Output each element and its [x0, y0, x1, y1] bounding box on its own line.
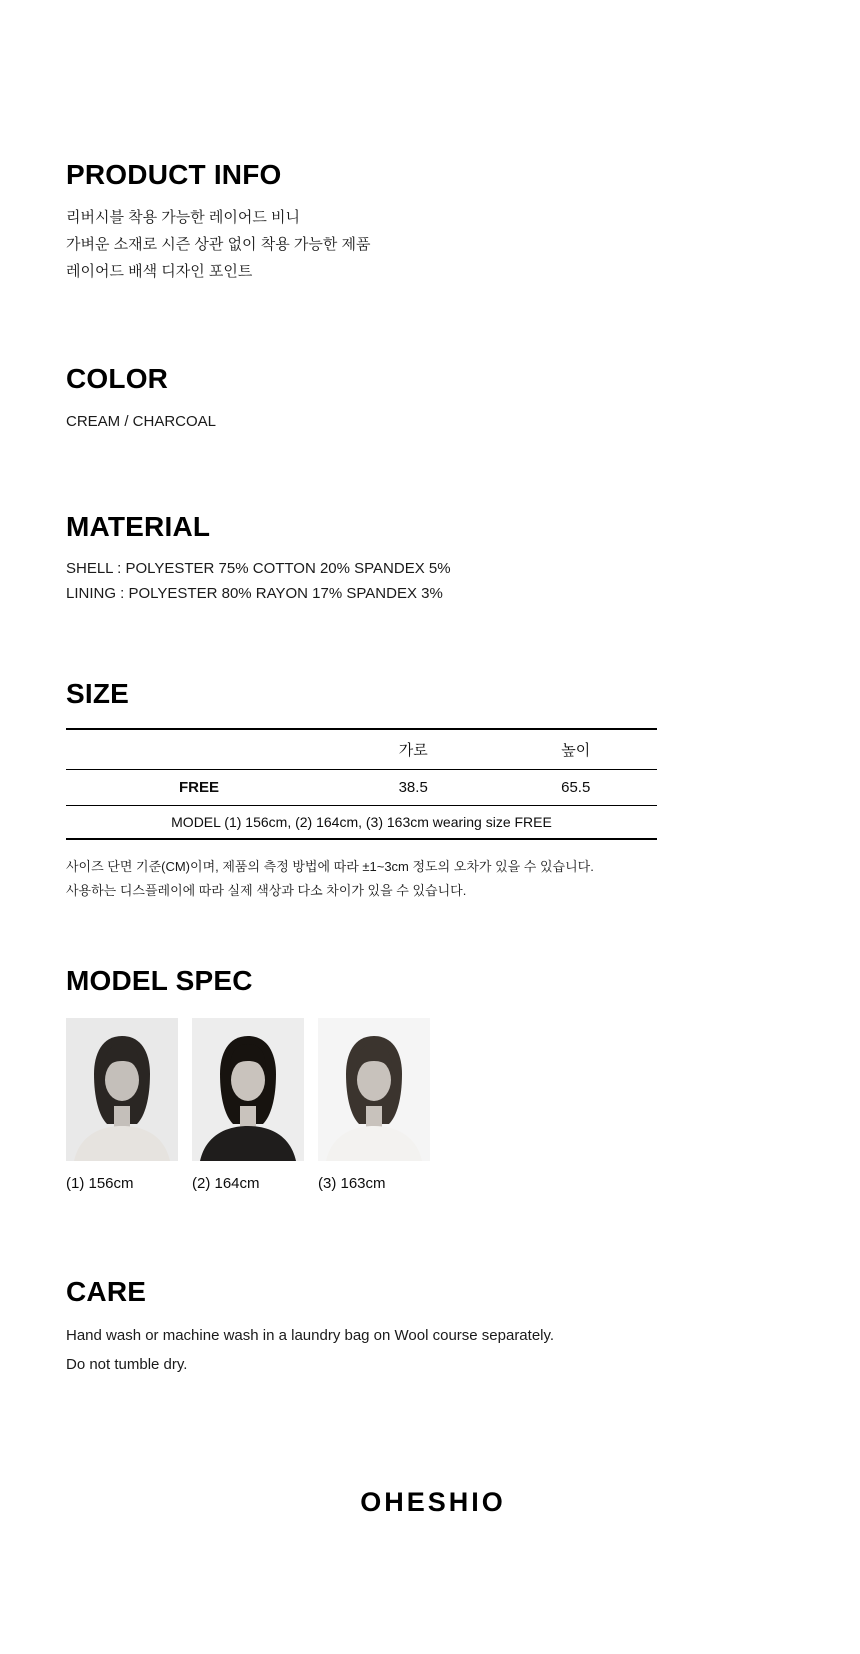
material-shell-line: SHELL : POLYESTER 75% COTTON 20% SPANDEX 5% [66, 560, 451, 577]
section-size [66, 677, 800, 903]
model-caption-1: (1) 156cm [66, 1175, 134, 1192]
section-color [66, 362, 800, 432]
size-note-tolerance: 사이즈 단면 기준(CM)이며, 제품의 측정 방법에 따라 ±1~3cm 정도의 오차가 있을 수 있습니다. [66, 859, 594, 874]
section-model-spec [66, 964, 800, 1192]
care-title: CARE [66, 1276, 147, 1307]
product-info-line: 가벼운 소재로 시즌 상관 없이 착용 가능한 제품 [66, 236, 371, 253]
size-table-cell-height: 65.5 [561, 779, 591, 796]
material-lining-line: LINING : POLYESTER 80% RAYON 17% SPANDEX 3% [66, 585, 443, 602]
size-table-cell-width: 38.5 [398, 779, 428, 796]
size-table-cell-label: FREE [178, 779, 219, 796]
model-caption-3: (3) 163cm [318, 1175, 386, 1192]
size-title: SIZE [66, 678, 130, 709]
size-note-display: 사용하는 디스플레이에 따라 실제 색상과 다소 차이가 있을 수 있습니다. [66, 883, 467, 898]
model-photos [66, 1018, 800, 1161]
model-photo-1 [66, 1018, 178, 1161]
product-info-title: PRODUCT INFO [66, 159, 282, 190]
care-lines [66, 1321, 800, 1379]
size-table-header-row [66, 729, 657, 770]
model-caption-2: (2) 164cm [192, 1175, 260, 1192]
section-care [66, 1275, 800, 1379]
color-title: COLOR [66, 363, 169, 394]
size-table-header-width: 가로 [398, 742, 428, 759]
model-spec-title: MODEL SPEC [66, 965, 253, 996]
model-photo-3 [318, 1018, 430, 1161]
model-photo-2 [192, 1018, 304, 1161]
size-table [66, 728, 657, 840]
size-table-header-empty [66, 729, 332, 770]
size-table-model-note: MODEL (1) 156cm, (2) 164cm, (3) 163cm wearing size FREE [171, 814, 552, 830]
material-lines [66, 556, 800, 606]
model-captions [66, 1175, 800, 1192]
product-info-line: 레이어드 배색 디자인 포인트 [66, 263, 253, 280]
size-table-footer-row [66, 806, 657, 840]
size-table-row-free [66, 770, 657, 806]
size-table-header-height: 높이 [561, 742, 591, 759]
care-line-dry: Do not tumble dry. [66, 1356, 188, 1373]
product-info-description [66, 204, 800, 285]
section-product-info [66, 158, 800, 285]
product-info-line: 리버시블 착용 가능한 레이어드 비니 [66, 209, 301, 226]
color-value: CREAM / CHARCOAL [66, 413, 217, 430]
material-title: MATERIAL [66, 511, 211, 542]
care-line-wash: Hand wash or machine wash in a laundry bag on Wool course separately. [66, 1327, 555, 1344]
size-notes [66, 855, 800, 903]
section-material [66, 510, 800, 606]
brand-logo: OHESHIO [360, 1487, 506, 1517]
